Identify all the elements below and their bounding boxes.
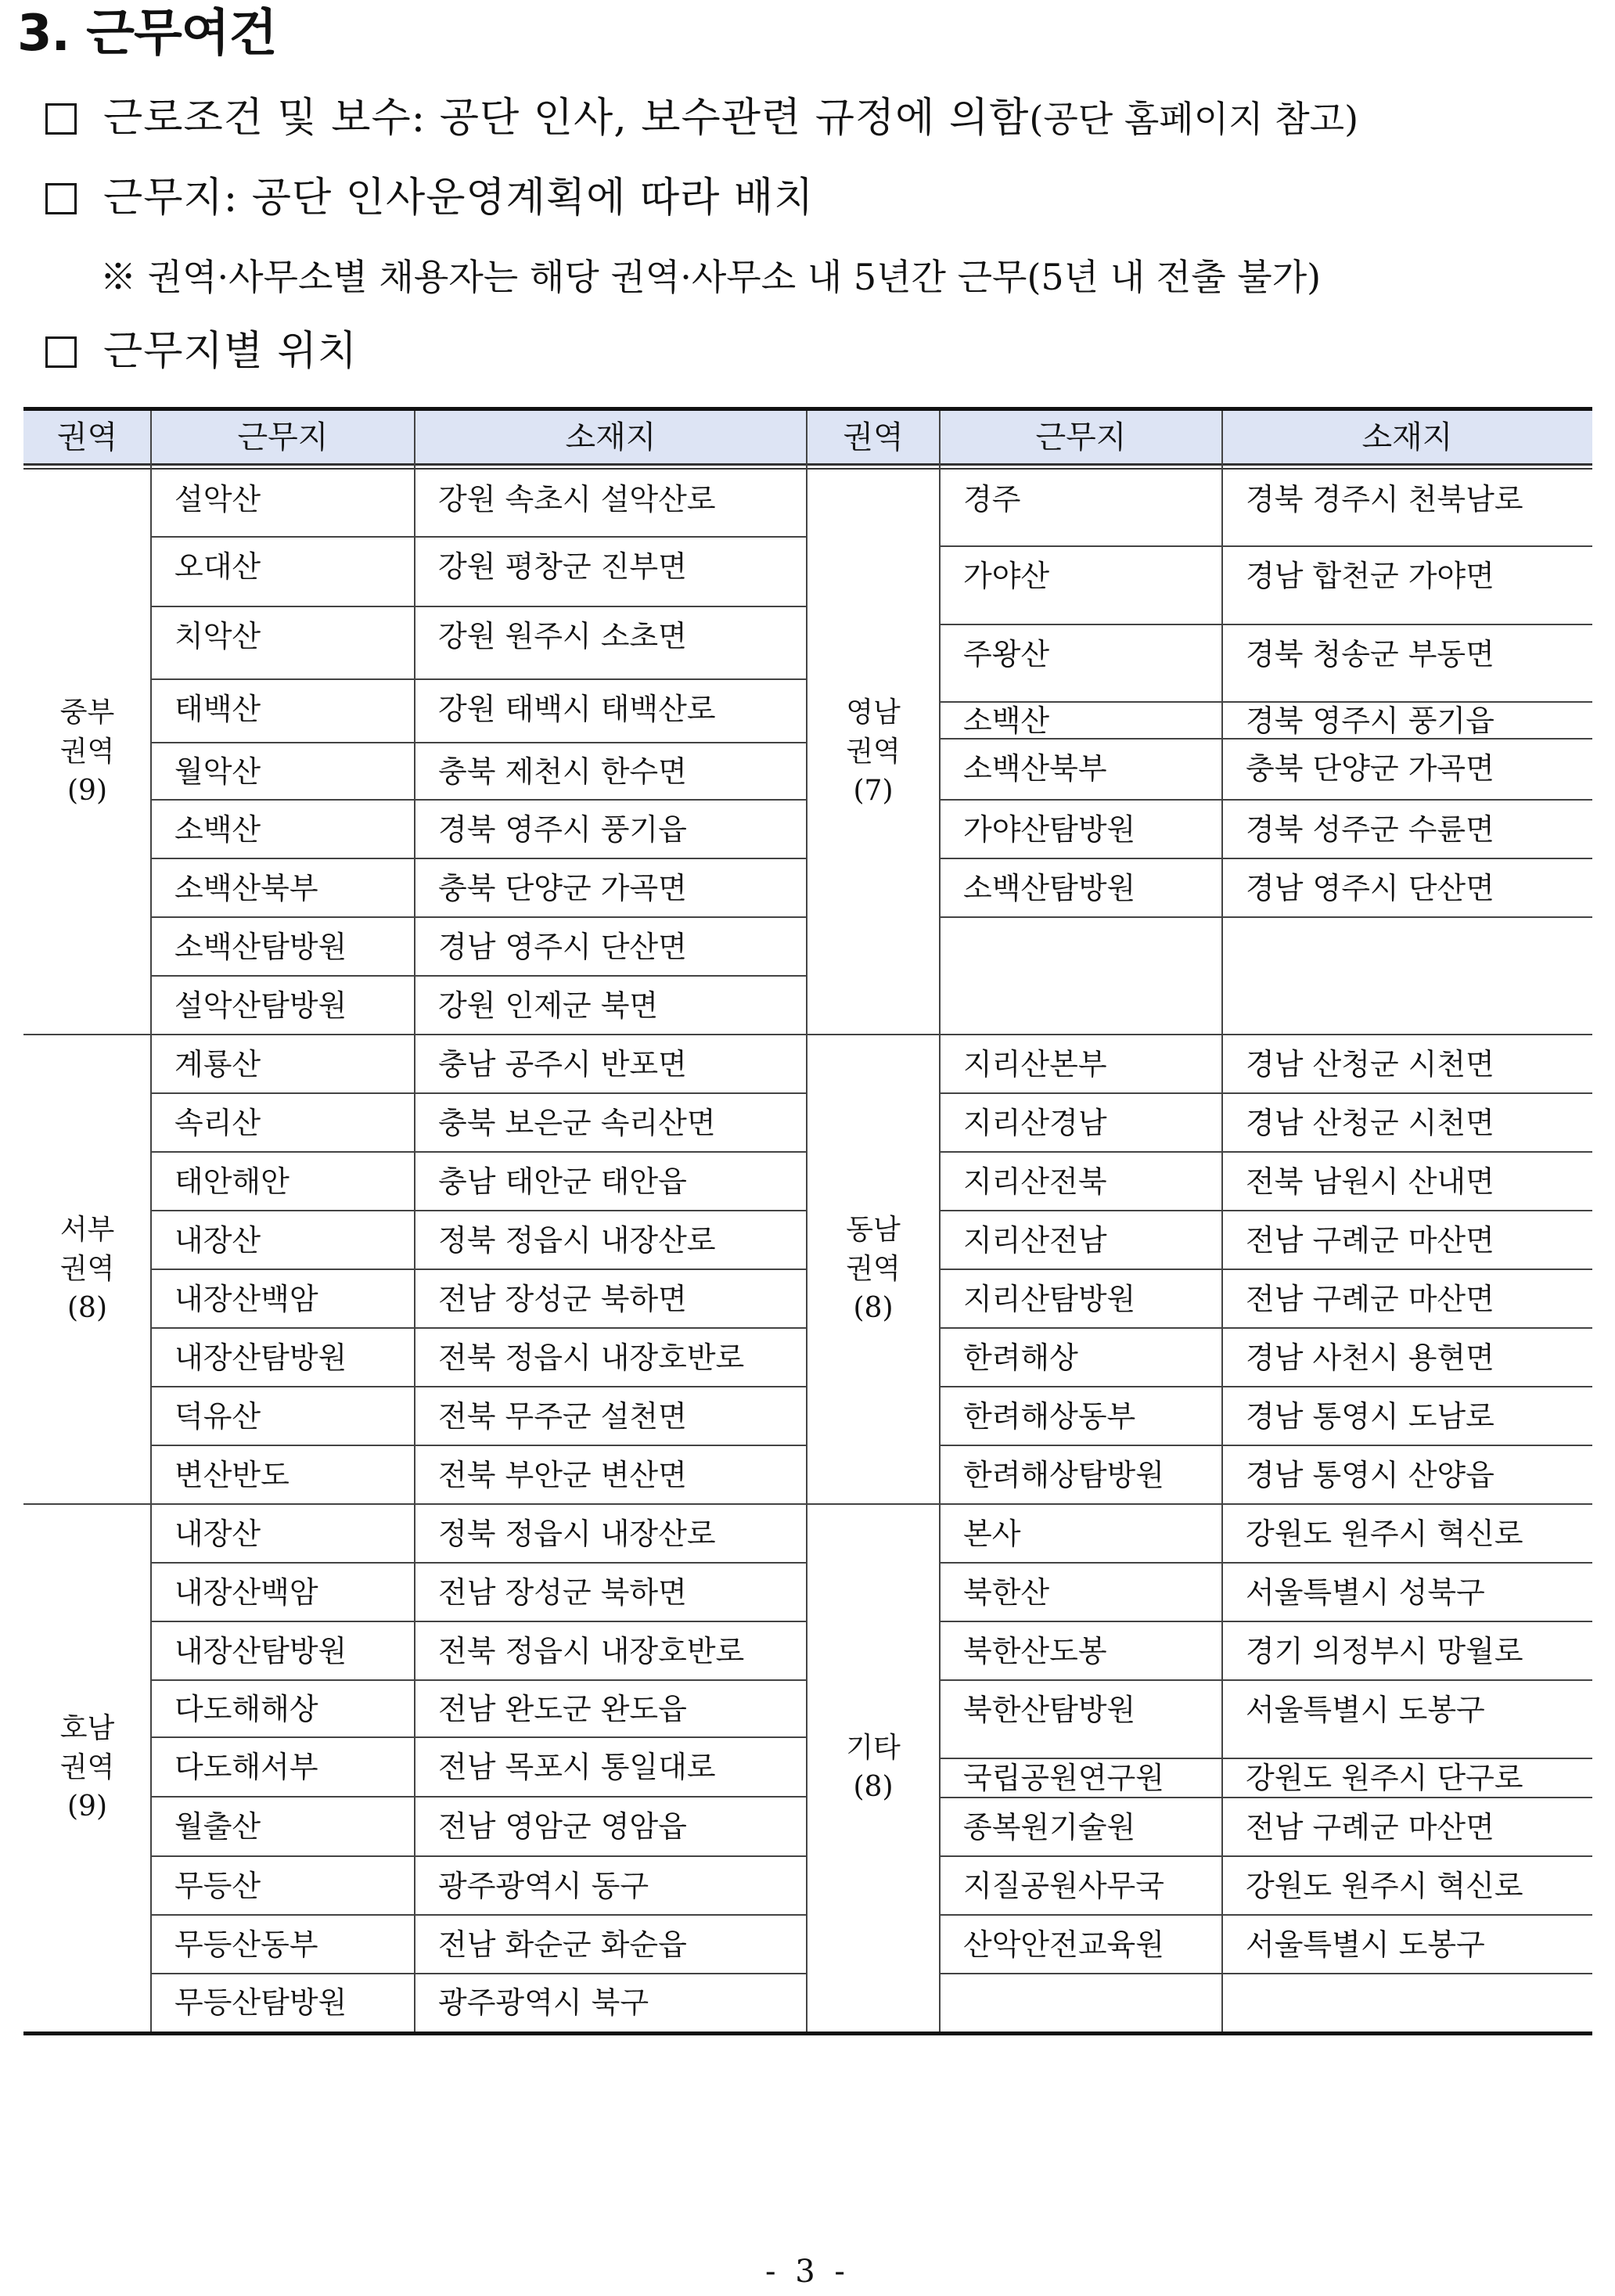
row-divider — [151, 1269, 807, 1270]
row-divider — [940, 545, 1592, 547]
table-cell-address: 경북 영주시 풍기읍 — [438, 812, 687, 847]
table-cell-site: 한려해상탐방원 — [963, 1457, 1164, 1492]
table-cell-site: 본사 — [963, 1516, 1021, 1551]
table-cell-address: 경남 합천군 가야면 — [1246, 558, 1495, 593]
table-cell-address: 경남 사천시 용현면 — [1246, 1340, 1495, 1375]
region-label-line: (9) — [67, 1790, 107, 1823]
row-divider — [940, 1386, 1592, 1387]
table-cell-address: 전북 무주군 설천면 — [438, 1398, 687, 1434]
table-cell-address: 서울특별시 도봉구 — [1246, 1692, 1485, 1727]
row-divider — [940, 1914, 1592, 1916]
table-cell-address: 전북 남원시 산내면 — [1246, 1164, 1495, 1199]
table-cell-site: 내장산백암 — [174, 1574, 318, 1610]
table-cell-site: 지질공원사무국 — [963, 1868, 1164, 1903]
row-divider — [940, 1679, 1592, 1681]
row-divider — [151, 678, 807, 680]
region-label-line: 중부 — [59, 696, 115, 729]
table-cell-site: 소백산북부 — [963, 750, 1107, 786]
table-cell-site: 소백산 — [963, 703, 1050, 738]
table-header-cell: 근무지 — [1035, 419, 1127, 455]
row-divider — [151, 1679, 807, 1681]
row-divider — [151, 916, 807, 918]
section-title: 3. 근무여건 — [17, 5, 277, 63]
row-divider — [940, 1562, 1592, 1564]
table-cell-site: 지리산경남 — [963, 1105, 1107, 1140]
region-label — [807, 693, 940, 811]
table-cell-site: 태안해안 — [174, 1164, 290, 1199]
table-cell-site: 무등산동부 — [174, 1927, 318, 1962]
row-divider — [151, 1796, 807, 1798]
table-cell-site: 다도해서부 — [174, 1749, 318, 1784]
row-divider — [151, 975, 807, 977]
table-cell-site: 경주 — [963, 481, 1021, 516]
region-label — [23, 693, 151, 811]
row-divider — [940, 1973, 1592, 1974]
table-cell-site: 한려해상 — [963, 1340, 1078, 1375]
table-cell-address: 강원 속초시 설악산로 — [438, 481, 716, 516]
table-cell-address: 전북 부안군 변산면 — [438, 1457, 687, 1492]
region-label — [807, 1211, 940, 1328]
region-label-line: 권역 — [59, 1253, 115, 1285]
table-cell-site: 지리산탐방원 — [963, 1281, 1136, 1316]
location-table — [23, 407, 1592, 2035]
region-label-line: (8) — [853, 1292, 894, 1324]
table-cell-site: 치악산 — [174, 618, 261, 653]
table-header-rule — [23, 463, 1592, 466]
table-cell-address: 전남 완도군 완도읍 — [438, 1691, 687, 1726]
table-cell-site: 국립공원연구원 — [963, 1761, 1164, 1795]
table-bottom-rule — [23, 2031, 1592, 2035]
row-divider — [151, 1621, 807, 1622]
table-cell-site: 내장산백암 — [174, 1281, 318, 1316]
table-cell-address: 전남 구례군 마산면 — [1246, 1222, 1495, 1258]
table-cell-address: 경북 성주군 수륜면 — [1246, 812, 1495, 847]
bullet-text: 근무지별 위치 — [103, 328, 358, 375]
table-cell-site: 무등산 — [174, 1868, 261, 1903]
column-divider — [414, 411, 415, 2031]
table-cell-address: 충남 태안군 태안읍 — [438, 1164, 687, 1199]
row-divider — [940, 1445, 1592, 1446]
table-cell-address: 충북 단양군 가곡면 — [1246, 750, 1495, 786]
table-cell-site: 북한산탐방원 — [963, 1692, 1136, 1727]
row-divider — [940, 1327, 1592, 1329]
table-cell-address: 전북 정읍시 내장호반로 — [438, 1633, 745, 1668]
group-divider — [807, 1034, 1592, 1035]
table-cell-address: 강원 원주시 소초면 — [438, 618, 687, 653]
table-cell-site: 내장산 — [174, 1222, 261, 1258]
region-label-line: 권역 — [846, 1253, 901, 1285]
region-label-line: 영남 — [846, 696, 901, 729]
table-cell-site: 지리산본부 — [963, 1046, 1107, 1081]
row-divider — [940, 1855, 1592, 1857]
square-bullet-icon — [45, 103, 77, 135]
row-divider — [151, 1736, 807, 1738]
table-cell-address: 전남 목포시 통일대로 — [438, 1749, 716, 1784]
row-divider — [151, 606, 807, 607]
table-cell-site: 종복원기술원 — [963, 1809, 1136, 1844]
row-divider — [940, 858, 1592, 859]
row-divider — [940, 1269, 1592, 1270]
table-header-cell: 소재지 — [1361, 419, 1453, 455]
table-cell-address: 강원 태백시 태백산로 — [438, 691, 716, 726]
table-cell-site: 주왕산 — [963, 636, 1050, 671]
table-header-cell: 소재지 — [565, 419, 656, 455]
table-cell-address: 경남 영주시 단산면 — [438, 929, 687, 964]
region-label — [23, 1709, 151, 1826]
table-cell-address: 전남 영암군 영암읍 — [438, 1808, 687, 1844]
table-cell-site: 지리산전남 — [963, 1222, 1107, 1258]
bullet-text: 근로조건 및 보수: 공단 인사, 보수관련 규정에 의함 — [103, 95, 1030, 142]
table-cell-address: 충북 제천시 한수면 — [438, 754, 687, 789]
table-cell-site: 변산반도 — [174, 1457, 290, 1492]
table-cell-address: 경남 영주시 단산면 — [1246, 870, 1495, 905]
row-divider — [151, 1327, 807, 1329]
square-bullet-icon — [45, 183, 77, 214]
table-cell-address: 강원도 원주시 단구로 — [1246, 1761, 1523, 1795]
bullet-text: 근무지: 공단 인사운영계획에 따라 배치 — [103, 175, 815, 221]
table-cell-address: 서울특별시 성북구 — [1246, 1574, 1485, 1610]
table-body-rule — [23, 468, 1592, 470]
table-cell-address: 전남 구례군 마산면 — [1246, 1809, 1495, 1844]
table-cell-address: 전북 정읍시 내장호반로 — [438, 1340, 745, 1375]
region-label-line: (8) — [853, 1771, 894, 1803]
table-cell-site: 북한산도봉 — [963, 1633, 1107, 1668]
table-cell-address: 강원도 원주시 혁신로 — [1246, 1868, 1523, 1903]
table-cell-address: 경남 통영시 도남로 — [1246, 1398, 1495, 1434]
row-divider — [151, 799, 807, 801]
table-cell-address: 강원도 원주시 혁신로 — [1246, 1516, 1523, 1551]
row-divider — [151, 742, 807, 743]
row-divider — [151, 1855, 807, 1857]
table-cell-site: 내장산탐방원 — [174, 1340, 347, 1375]
row-divider — [940, 1758, 1592, 1759]
region-label-line: 서부 — [59, 1214, 115, 1246]
region-label-line: (7) — [853, 775, 894, 807]
table-cell-site: 가야산탐방원 — [963, 812, 1136, 847]
table-cell-address: 정북 정읍시 내장산로 — [438, 1516, 716, 1551]
table-cell-address: 전남 화순군 화순읍 — [438, 1927, 687, 1962]
row-divider — [151, 1562, 807, 1564]
table-cell-address: 강원 인제군 북면 — [438, 988, 659, 1023]
row-divider — [940, 799, 1592, 801]
table-cell-site: 가야산 — [963, 558, 1050, 593]
region-label-line: (8) — [67, 1292, 107, 1324]
page-number: - 3 - — [765, 2254, 850, 2290]
table-cell-address: 정북 정읍시 내장산로 — [438, 1222, 716, 1258]
table-cell-address: 전남 장성군 북하면 — [438, 1574, 687, 1610]
row-divider — [940, 1210, 1592, 1211]
table-cell-address: 서울특별시 도봉구 — [1246, 1927, 1485, 1962]
table-header-cell: 권역 — [56, 419, 118, 455]
row-divider — [151, 1092, 807, 1094]
row-divider — [151, 1914, 807, 1916]
row-divider — [151, 1386, 807, 1387]
region-label-line: 권역 — [59, 1751, 115, 1783]
row-divider — [940, 1621, 1592, 1622]
table-cell-site: 지리산전북 — [963, 1164, 1107, 1199]
table-cell-address: 경북 경주시 천북남로 — [1246, 481, 1523, 516]
table-cell-address: 경북 청송군 부동면 — [1246, 636, 1495, 671]
table-cell-site: 속리산 — [174, 1105, 261, 1140]
row-divider — [940, 1092, 1592, 1094]
group-divider — [23, 1034, 807, 1035]
table-cell-site: 오대산 — [174, 549, 261, 584]
group-divider — [807, 1503, 1592, 1505]
table-cell-site: 북한산 — [963, 1574, 1050, 1610]
region-label-line: 권역 — [59, 736, 115, 768]
table-cell-address: 경남 산청군 시천면 — [1246, 1105, 1495, 1140]
row-divider — [151, 1973, 807, 1974]
table-cell-site: 소백산탐방원 — [174, 929, 347, 964]
table-cell-address: 강원 평창군 진부면 — [438, 549, 687, 584]
square-bullet-icon — [45, 336, 77, 368]
row-divider — [151, 858, 807, 859]
table-cell-address: 광주광역시 동구 — [438, 1868, 649, 1903]
table-cell-site: 무등산탐방원 — [174, 1985, 347, 2020]
bullet-location-list — [45, 324, 358, 379]
table-cell-site: 다도해해상 — [174, 1691, 318, 1726]
table-cell-site: 월출산 — [174, 1808, 261, 1844]
table-cell-address: 광주광역시 북구 — [438, 1985, 649, 2020]
table-cell-site: 태백산 — [174, 691, 261, 726]
table-cell-address: 충남 공주시 반포면 — [438, 1046, 687, 1081]
table-cell-site: 월악산 — [174, 754, 261, 789]
row-divider — [940, 624, 1592, 625]
group-divider — [23, 1503, 807, 1505]
region-label — [23, 1211, 151, 1328]
table-cell-site: 내장산 — [174, 1516, 261, 1551]
table-cell-address: 경남 통영시 산양읍 — [1246, 1457, 1495, 1492]
region-label-line: 기타 — [846, 1732, 901, 1764]
table-cell-address: 경기 의정부시 망월로 — [1246, 1633, 1523, 1668]
table-cell-site: 설악산 — [174, 481, 261, 516]
row-divider — [151, 1210, 807, 1211]
table-cell-site: 산악안전교육원 — [963, 1927, 1164, 1962]
table-cell-address: 경북 영주시 풍기읍 — [1246, 703, 1495, 738]
table-cell-site: 소백산북부 — [174, 870, 318, 905]
row-divider — [940, 1151, 1592, 1153]
table-cell-address: 충북 보은군 속리산면 — [438, 1105, 716, 1140]
row-divider — [151, 1445, 807, 1446]
bullet-paren-text: (공단 홈페이지 참고) — [1029, 98, 1359, 140]
row-divider — [151, 1151, 807, 1153]
table-cell-site: 덕유산 — [174, 1398, 261, 1434]
region-label-line: 동남 — [846, 1214, 901, 1246]
row-divider — [940, 916, 1592, 918]
table-header-cell: 권역 — [843, 419, 904, 455]
table-cell-address: 충북 단양군 가곡면 — [438, 870, 687, 905]
bullet-work-location — [45, 171, 814, 225]
column-divider — [1221, 411, 1223, 2031]
row-divider — [940, 1797, 1592, 1798]
table-cell-site: 소백산탐방원 — [963, 870, 1136, 905]
row-divider — [940, 738, 1592, 740]
table-cell-address: 전남 장성군 북하면 — [438, 1281, 687, 1316]
table-cell-address: 전남 구례군 마산면 — [1246, 1281, 1495, 1316]
region-label-line: 호남 — [59, 1712, 115, 1744]
table-cell-site: 소백산 — [174, 812, 261, 847]
row-divider — [151, 536, 807, 538]
table-cell-site: 계룡산 — [174, 1046, 261, 1081]
table-cell-site: 내장산탐방원 — [174, 1633, 347, 1668]
table-header-cell: 근무지 — [237, 419, 329, 455]
table-cell-site: 한려해상동부 — [963, 1398, 1136, 1434]
reference-note: ※ 권역·사무소별 채용자는 해당 권역·사무소 내 5년간 근무(5년 내 전출 불가) — [100, 256, 1322, 298]
bullet-working-conditions — [45, 91, 1358, 146]
region-label — [807, 1729, 940, 1807]
region-label-line: 권역 — [846, 736, 901, 768]
table-cell-site: 설악산탐방원 — [174, 988, 347, 1023]
table-cell-address: 경남 산청군 시천면 — [1246, 1046, 1495, 1081]
region-label-line: (9) — [67, 775, 107, 807]
